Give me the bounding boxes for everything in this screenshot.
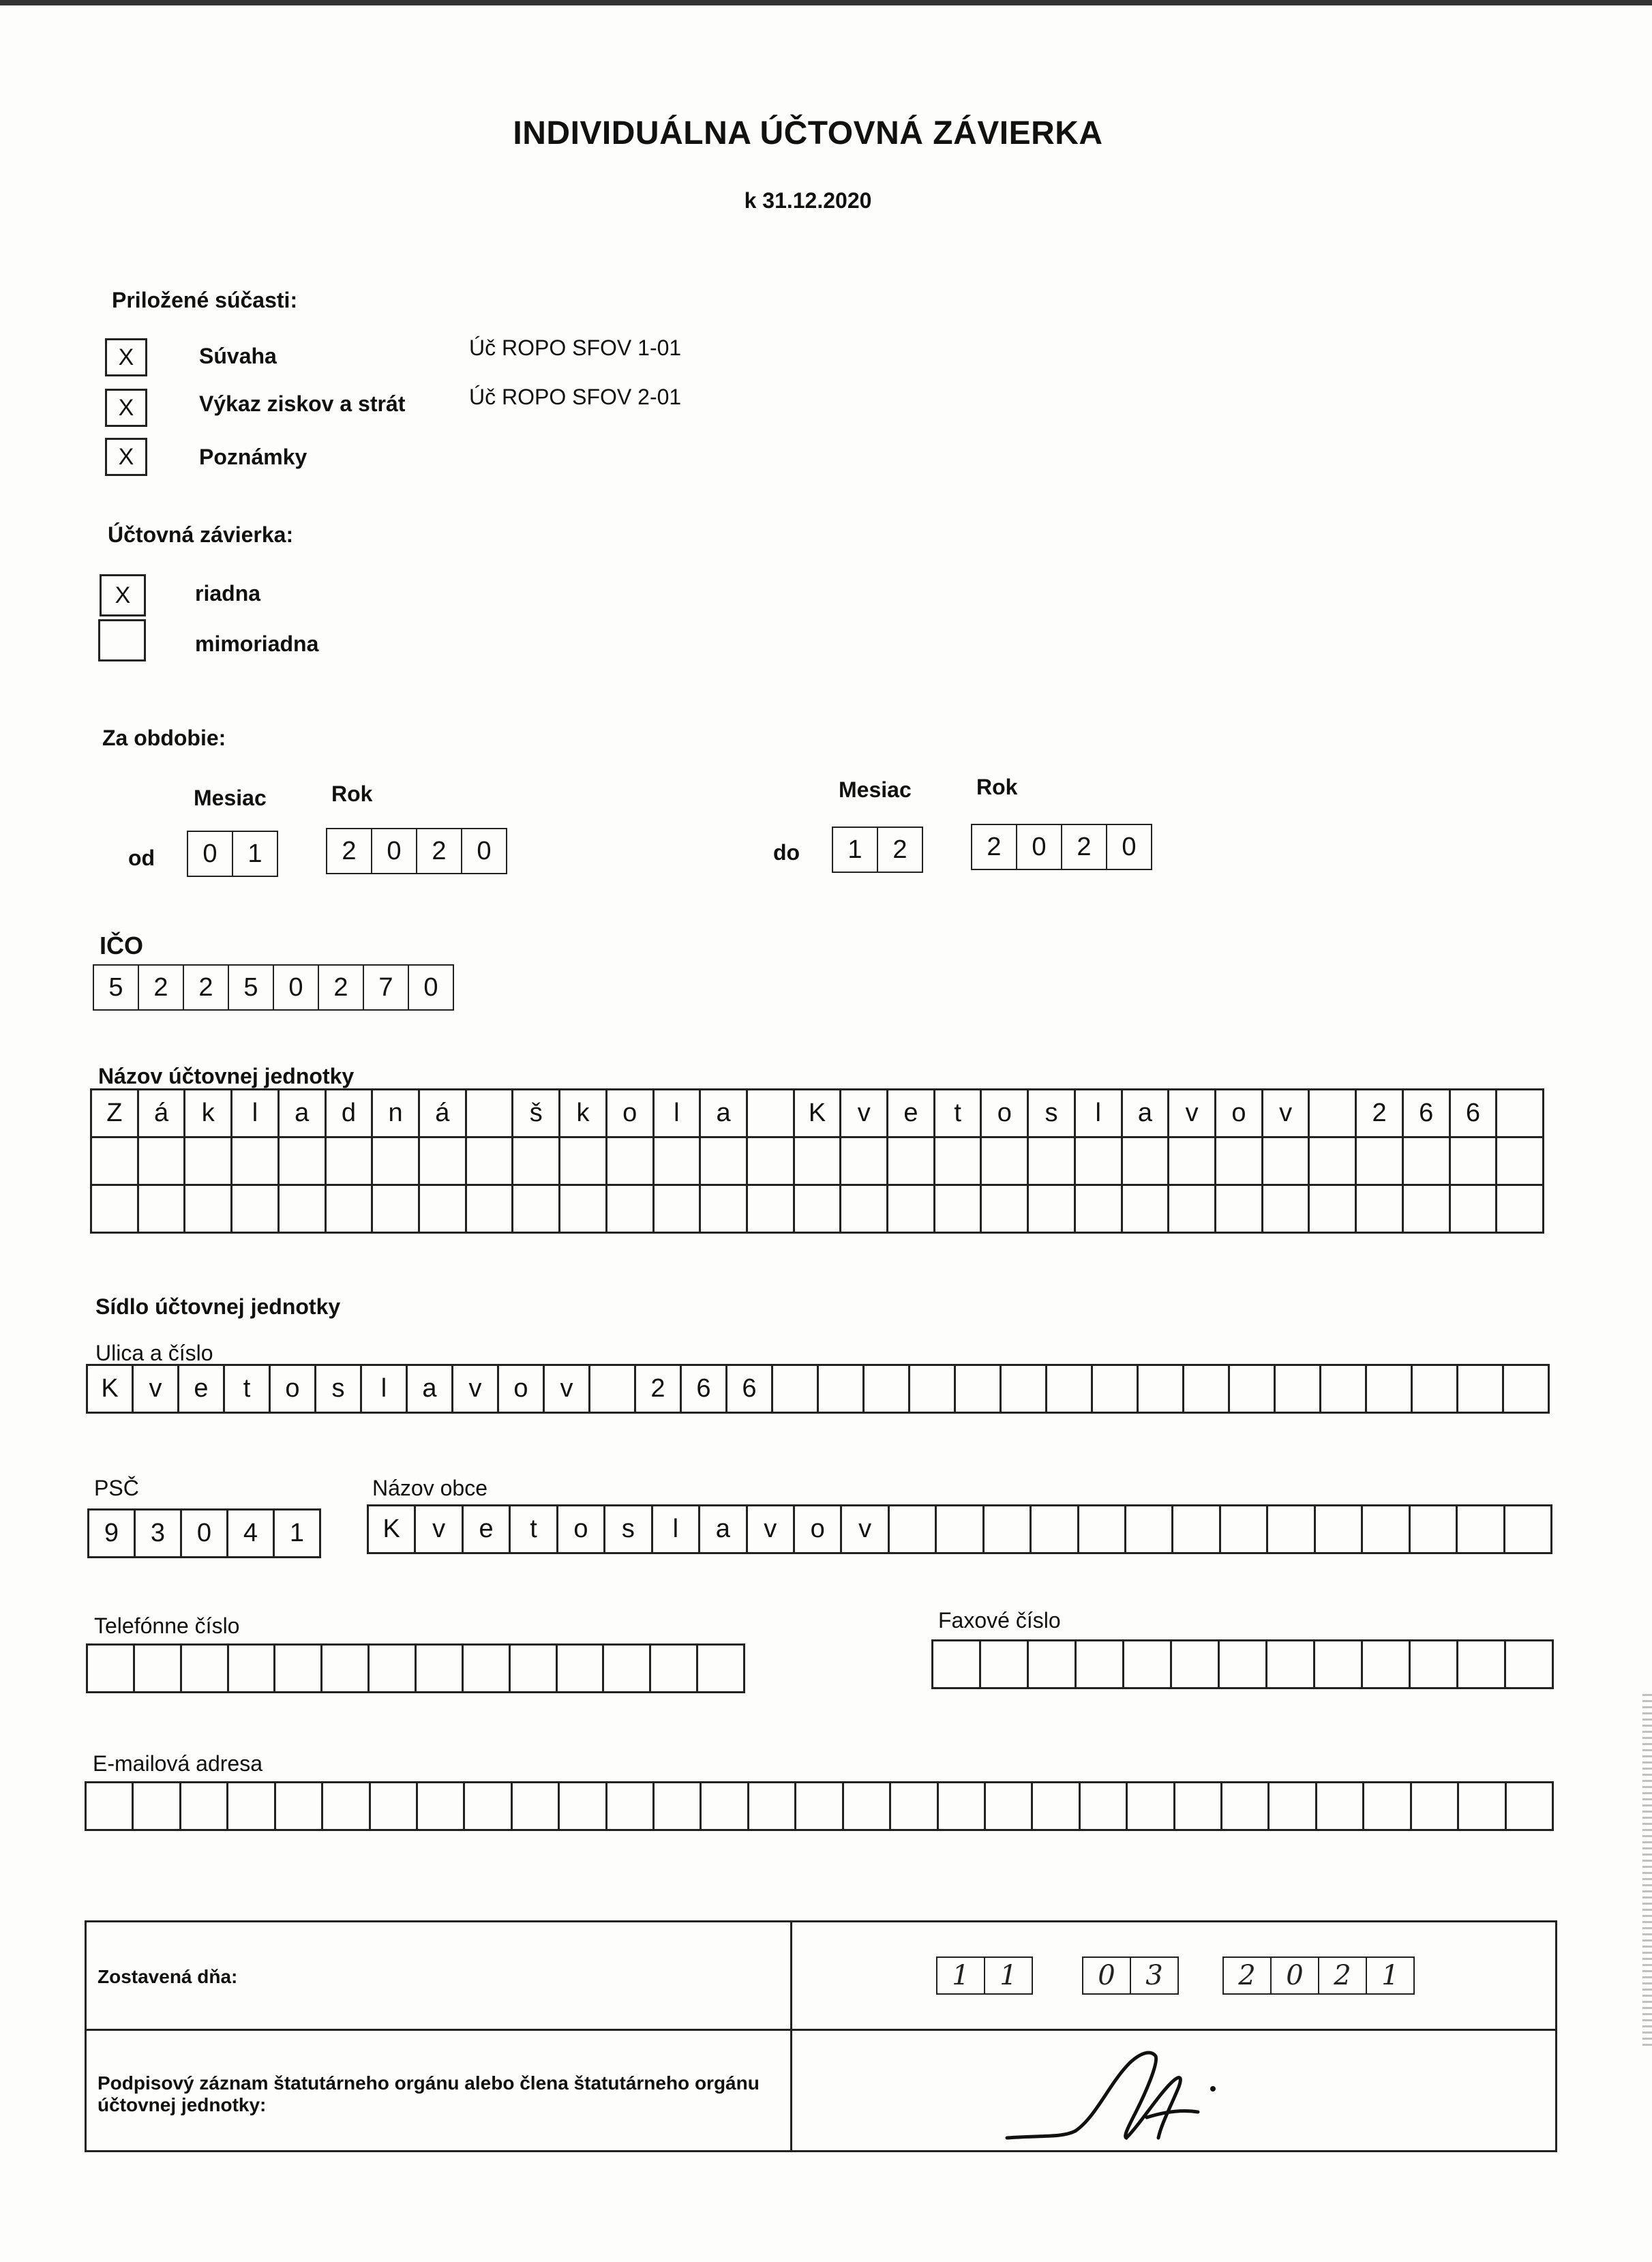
char-cell[interactable]: K [88,1366,134,1414]
char-cell[interactable] [1123,1138,1170,1186]
attachment-checkbox-poznamky[interactable]: X [105,438,147,476]
char-cell[interactable] [185,1138,232,1186]
ico-field[interactable] [93,964,454,1011]
char-cell[interactable] [181,1783,228,1831]
char-cell[interactable] [1310,1090,1357,1138]
attachment-label-suvaha: Súvaha [199,344,277,368]
digit-cell[interactable]: 2 [326,828,372,874]
entity-name-field[interactable] [90,1088,1544,1234]
entity-name-label: Názov účtovnej jednotky [98,1064,355,1088]
char-cell[interactable] [935,1138,982,1186]
char-cell[interactable] [371,1783,418,1831]
char-cell[interactable] [956,1366,1002,1414]
psc-label: PSČ [94,1476,139,1500]
char-cell[interactable] [1221,1506,1268,1554]
char-cell[interactable] [698,1646,745,1693]
period-from-year[interactable] [326,828,507,874]
char-cell[interactable] [1458,1366,1504,1414]
char-cell[interactable] [373,1138,420,1186]
char-cell[interactable] [558,1646,605,1693]
char-cell[interactable] [1357,1138,1404,1186]
char-cell[interactable] [1076,1138,1123,1186]
char-cell[interactable]: s [1029,1090,1076,1138]
digit-cell[interactable]: 0 [1106,824,1152,870]
char-cell[interactable] [590,1366,636,1414]
char-cell[interactable]: t [511,1506,558,1554]
char-cell[interactable] [1169,1186,1216,1234]
char-cell[interactable] [185,1186,232,1234]
document-date: k 31.12.2020 [744,188,872,213]
char-cell[interactable]: 3 [136,1511,182,1558]
char-cell[interactable] [560,1138,607,1186]
char-cell[interactable] [1029,1641,1077,1689]
char-cell[interactable]: 6 [1404,1090,1451,1138]
char-cell[interactable] [322,1646,370,1693]
divider [87,2029,1555,2031]
scan-top-edge [0,0,1652,5]
char-cell[interactable] [1363,1506,1410,1554]
char-cell[interactable] [1216,1138,1263,1186]
char-cell[interactable] [373,1186,420,1234]
statement-checkbox-mimoriadna[interactable] [98,619,146,661]
char-cell[interactable] [139,1186,186,1234]
char-cell[interactable]: v [545,1366,590,1414]
char-cell[interactable] [890,1506,937,1554]
char-cell[interactable]: s [605,1506,652,1554]
period-to-month[interactable] [832,827,923,873]
char-cell[interactable] [232,1138,280,1186]
digit-cell[interactable]: 0 [371,828,417,874]
char-cell[interactable]: K [369,1506,416,1554]
char-cell[interactable] [88,1646,135,1693]
char-cell[interactable] [182,1646,229,1693]
period-from-year-label: Rok [331,782,373,806]
statement-label-riadna: riadna [195,581,261,606]
char-cell[interactable] [232,1186,280,1234]
digit-cell[interactable]: 0 [1082,1956,1131,1995]
char-cell[interactable] [513,1138,560,1186]
char-cell[interactable]: o [982,1090,1029,1138]
char-cell[interactable] [819,1366,865,1414]
char-cell[interactable]: t [225,1366,271,1414]
period-to-year[interactable] [971,824,1152,870]
char-cell[interactable] [228,1783,275,1831]
char-cell[interactable] [1175,1783,1222,1831]
char-cell[interactable] [749,1783,796,1831]
char-cell[interactable]: š [513,1090,560,1138]
char-cell[interactable]: 6 [1451,1090,1498,1138]
char-cell[interactable] [701,1186,748,1234]
char-cell[interactable] [604,1646,651,1693]
digit-cell[interactable]: 7 [363,964,409,1011]
char-cell[interactable]: v [453,1366,499,1414]
char-cell[interactable] [888,1138,935,1186]
phone-label: Telefónne číslo [94,1613,240,1638]
char-cell[interactable] [513,1783,560,1831]
period-heading: Za obdobie: [102,726,226,750]
digit-cell[interactable]: 2 [971,824,1017,870]
char-cell[interactable] [464,1646,511,1693]
digit-cell[interactable]: 2 [1061,824,1107,870]
char-cell[interactable] [701,1138,748,1186]
divider [790,1922,792,2150]
char-cell[interactable] [92,1138,139,1186]
char-cell[interactable] [1267,1641,1315,1689]
char-cell[interactable] [841,1138,888,1186]
char-cell[interactable] [748,1090,795,1138]
char-cell[interactable] [327,1186,374,1234]
char-cell[interactable] [370,1646,417,1693]
city-label: Názov obce [372,1476,487,1500]
char-cell[interactable] [985,1506,1032,1554]
ico-label: IČO [100,932,144,959]
char-cell[interactable] [275,1646,322,1693]
signature-label: Podpisový záznam štatutárneho orgánu alebo člena štatutárneho orgánu účtovnej jednotky: [97,2072,760,2116]
char-cell[interactable] [139,1138,186,1186]
char-cell[interactable] [1172,1641,1220,1689]
street-label: Ulica a číslo [95,1341,213,1365]
phone-field[interactable] [86,1643,745,1693]
digit-cell[interactable]: 1 [984,1956,1033,1995]
attachment-checkbox-suvaha[interactable]: X [105,338,147,376]
digit-cell[interactable]: 0 [408,964,454,1011]
char-cell[interactable] [1507,1783,1554,1831]
char-cell[interactable] [655,1783,702,1831]
char-cell[interactable] [844,1783,891,1831]
char-cell[interactable]: K [795,1090,842,1138]
char-cell[interactable] [1321,1366,1367,1414]
attachment-code-suvaha: Úč ROPO SFOV 1-01 [469,336,682,360]
signature-image [1000,2036,1287,2152]
char-cell[interactable]: o [271,1366,316,1414]
char-cell[interactable] [655,1186,702,1234]
char-cell[interactable] [92,1186,139,1234]
char-cell[interactable] [655,1138,702,1186]
char-cell[interactable] [1459,1783,1506,1831]
char-cell[interactable]: l [655,1090,702,1138]
char-cell[interactable] [1002,1366,1047,1414]
char-cell[interactable] [418,1783,465,1831]
char-cell[interactable] [1367,1366,1413,1414]
char-cell[interactable] [513,1186,560,1234]
char-cell[interactable]: á [420,1090,467,1138]
digit-cell[interactable]: 5 [93,964,139,1011]
char-cell[interactable]: l [232,1090,280,1138]
char-cell[interactable] [560,1186,607,1234]
char-cell[interactable] [1220,1641,1267,1689]
statement-heading: Účtovná závierka: [108,522,294,547]
fax-label: Faxové číslo [938,1608,1061,1633]
char-cell[interactable] [1506,1641,1554,1689]
char-cell[interactable] [1316,1506,1363,1554]
char-cell[interactable] [1310,1138,1357,1186]
char-cell[interactable]: v [841,1090,888,1138]
period-to-label: do [773,840,800,865]
char-cell[interactable]: d [327,1090,374,1138]
period-from-month-label: Mesiac [194,786,267,810]
char-cell[interactable] [891,1783,938,1831]
compilation-box [85,1920,1557,2152]
fax-field[interactable] [931,1639,1554,1689]
char-cell[interactable]: 0 [182,1511,228,1558]
compiled-day[interactable] [936,1956,1033,1995]
char-cell[interactable]: v [1263,1090,1310,1138]
attachment-code-vykaz: Úč ROPO SFOV 2-01 [469,385,682,409]
digit-cell[interactable]: 3 [1130,1956,1179,1995]
char-cell[interactable] [467,1090,514,1138]
char-cell[interactable]: a [1123,1090,1170,1138]
compiled-date-label: Zostavená dňa: [97,1966,238,1987]
char-cell[interactable] [1451,1138,1498,1186]
char-cell[interactable] [1404,1138,1451,1186]
char-cell[interactable] [420,1186,467,1234]
char-cell[interactable]: e [464,1506,511,1554]
char-cell[interactable] [795,1186,842,1234]
char-cell[interactable] [1047,1366,1093,1414]
char-cell[interactable]: t [935,1090,982,1138]
char-cell[interactable] [933,1641,981,1689]
char-cell[interactable] [1458,1641,1506,1689]
period-from-label: od [128,846,155,870]
compiled-year[interactable] [1222,1956,1415,1995]
char-cell[interactable] [1497,1090,1544,1138]
char-cell[interactable] [229,1646,276,1693]
char-cell[interactable] [1184,1366,1230,1414]
char-cell[interactable] [937,1506,984,1554]
address-heading: Sídlo účtovnej jednotky [95,1294,341,1319]
char-cell[interactable] [702,1783,749,1831]
char-cell[interactable] [773,1366,819,1414]
statement-checkbox-riadna[interactable]: X [100,574,146,616]
char-cell[interactable]: a [408,1366,453,1414]
char-cell[interactable] [1123,1186,1170,1234]
char-cell[interactable] [981,1641,1029,1689]
char-cell[interactable]: k [560,1090,607,1138]
char-cell[interactable] [986,1783,1033,1831]
digit-cell[interactable]: 2 [1222,1956,1272,1995]
attachment-label-vykaz: Výkaz ziskov a strát [199,391,406,416]
compiled-month[interactable] [1082,1956,1179,1995]
char-cell[interactable]: a [280,1090,327,1138]
char-cell[interactable] [795,1138,842,1186]
period-to-month-label: Mesiac [839,777,912,802]
char-cell[interactable] [651,1646,698,1693]
char-cell[interactable] [1268,1506,1315,1554]
char-cell[interactable]: v [842,1506,889,1554]
char-cell[interactable]: e [179,1366,225,1414]
char-cell[interactable] [888,1186,935,1234]
char-cell[interactable]: 2 [1357,1090,1404,1138]
email-field[interactable] [85,1781,1554,1831]
digit-cell[interactable]: 0 [1016,824,1062,870]
char-cell[interactable] [1169,1138,1216,1186]
char-cell[interactable]: e [888,1090,935,1138]
char-cell[interactable]: 6 [727,1366,773,1414]
char-cell[interactable]: Z [92,1090,139,1138]
char-cell[interactable]: v [748,1506,795,1554]
char-cell[interactable] [467,1138,514,1186]
char-cell[interactable]: l [653,1506,700,1554]
char-cell[interactable]: k [185,1090,232,1138]
street-field[interactable] [86,1364,1550,1414]
char-cell[interactable] [1412,1783,1459,1831]
char-cell[interactable] [1216,1186,1263,1234]
digit-cell[interactable]: 2 [416,828,462,874]
digit-cell[interactable]: 0 [273,964,319,1011]
char-cell[interactable] [841,1186,888,1234]
attachment-checkbox-vykaz[interactable]: X [105,389,147,427]
char-cell[interactable]: o [607,1090,655,1138]
char-cell[interactable] [939,1783,986,1831]
document-title: INDIVIDUÁLNA ÚČTOVNÁ ZÁVIERKA [513,115,1103,151]
digit-cell[interactable]: 0 [1270,1956,1319,1995]
char-cell[interactable] [982,1186,1029,1234]
digit-cell[interactable]: 2 [138,964,184,1011]
char-cell[interactable] [1029,1186,1076,1234]
digit-cell[interactable]: 2 [183,964,229,1011]
char-cell[interactable] [910,1366,956,1414]
digit-cell[interactable]: 1 [936,1956,985,1995]
char-cell[interactable] [1411,1506,1458,1554]
char-cell[interactable] [607,1186,655,1234]
char-cell[interactable] [748,1138,795,1186]
char-cell[interactable] [1317,1783,1364,1831]
char-cell[interactable]: n [373,1090,420,1138]
char-cell[interactable] [1357,1186,1404,1234]
char-cell[interactable]: v [416,1506,463,1554]
char-cell[interactable]: l [1076,1090,1123,1138]
char-cell[interactable]: v [134,1366,179,1414]
char-cell[interactable] [607,1138,655,1186]
char-cell[interactable] [1230,1366,1276,1414]
char-cell[interactable] [134,1783,181,1831]
char-cell[interactable]: a [700,1506,747,1554]
psc-field[interactable] [87,1508,321,1558]
char-cell[interactable] [1451,1186,1498,1234]
digit-cell[interactable]: 2 [1318,1956,1367,1995]
char-cell[interactable]: v [1169,1090,1216,1138]
char-cell[interactable] [420,1138,467,1186]
attachment-label-poznamky: Poznámky [199,445,307,469]
char-cell[interactable] [1263,1138,1310,1186]
char-cell[interactable] [327,1138,374,1186]
char-cell[interactable] [1497,1186,1544,1234]
char-cell[interactable]: o [499,1366,545,1414]
scan-right-edge [1642,1691,1652,2046]
char-cell[interactable] [1413,1366,1458,1414]
char-cell[interactable] [1315,1641,1363,1689]
char-cell[interactable] [982,1138,1029,1186]
char-cell[interactable]: 9 [89,1511,136,1558]
city-field[interactable] [367,1504,1552,1554]
char-cell[interactable] [1139,1366,1184,1414]
char-cell[interactable] [1033,1783,1080,1831]
char-cell[interactable] [1276,1366,1321,1414]
char-cell[interactable]: o [558,1506,605,1554]
char-cell[interactable] [467,1186,514,1234]
digit-cell[interactable]: 1 [1366,1956,1415,1995]
char-cell[interactable] [511,1646,558,1693]
char-cell[interactable] [1076,1186,1123,1234]
digit-cell[interactable]: 5 [228,964,274,1011]
char-cell[interactable] [87,1783,134,1831]
char-cell[interactable] [417,1646,464,1693]
char-cell[interactable] [1497,1138,1544,1186]
char-cell[interactable] [280,1138,327,1186]
char-cell[interactable] [560,1783,607,1831]
char-cell[interactable] [1081,1783,1128,1831]
char-cell[interactable] [1032,1506,1079,1554]
char-cell[interactable] [1124,1641,1172,1689]
email-label: E-mailová adresa [93,1751,262,1776]
char-cell[interactable] [280,1186,327,1234]
char-cell[interactable] [1458,1506,1505,1554]
digit-cell[interactable]: 0 [187,831,233,877]
period-from-month[interactable] [187,831,278,877]
char-cell[interactable]: 1 [275,1511,321,1558]
char-cell[interactable] [607,1783,655,1831]
char-cell[interactable] [1029,1138,1076,1186]
digit-cell[interactable]: 0 [461,828,507,874]
char-cell[interactable]: a [701,1090,748,1138]
char-cell[interactable] [1263,1186,1310,1234]
char-cell[interactable] [465,1783,512,1831]
char-cell[interactable] [1126,1506,1173,1554]
char-cell[interactable] [1077,1641,1124,1689]
attachments-heading: Priložené súčasti: [112,288,298,312]
char-cell[interactable] [1505,1506,1552,1554]
char-cell[interactable]: 6 [682,1366,727,1414]
char-cell[interactable] [135,1646,182,1693]
digit-cell[interactable]: 2 [318,964,364,1011]
char-cell[interactable] [796,1783,843,1831]
char-cell[interactable] [1093,1366,1139,1414]
char-cell[interactable] [1411,1641,1458,1689]
char-cell[interactable] [1173,1506,1220,1554]
char-cell[interactable] [1404,1186,1451,1234]
char-cell[interactable]: á [139,1090,186,1138]
char-cell[interactable] [323,1783,370,1831]
char-cell[interactable]: 4 [228,1511,275,1558]
char-cell[interactable] [865,1366,910,1414]
digit-cell[interactable]: 1 [832,827,878,873]
char-cell[interactable]: l [362,1366,408,1414]
char-cell[interactable] [1270,1783,1317,1831]
char-cell[interactable]: s [316,1366,362,1414]
char-cell[interactable] [935,1186,982,1234]
char-cell[interactable] [1310,1186,1357,1234]
char-cell[interactable] [1222,1783,1270,1831]
char-cell[interactable] [748,1186,795,1234]
char-cell[interactable] [276,1783,323,1831]
digit-cell[interactable]: 2 [877,827,923,873]
char-cell[interactable] [1079,1506,1126,1554]
char-cell[interactable]: o [1216,1090,1263,1138]
char-cell[interactable] [1504,1366,1550,1414]
char-cell[interactable]: 2 [636,1366,682,1414]
char-cell[interactable]: o [795,1506,842,1554]
statement-label-mimoriadna: mimoriadna [195,631,319,656]
char-cell[interactable] [1364,1783,1411,1831]
period-to-year-label: Rok [976,775,1018,799]
digit-cell[interactable]: 1 [232,831,278,877]
char-cell[interactable] [1363,1641,1411,1689]
char-cell[interactable] [1128,1783,1175,1831]
